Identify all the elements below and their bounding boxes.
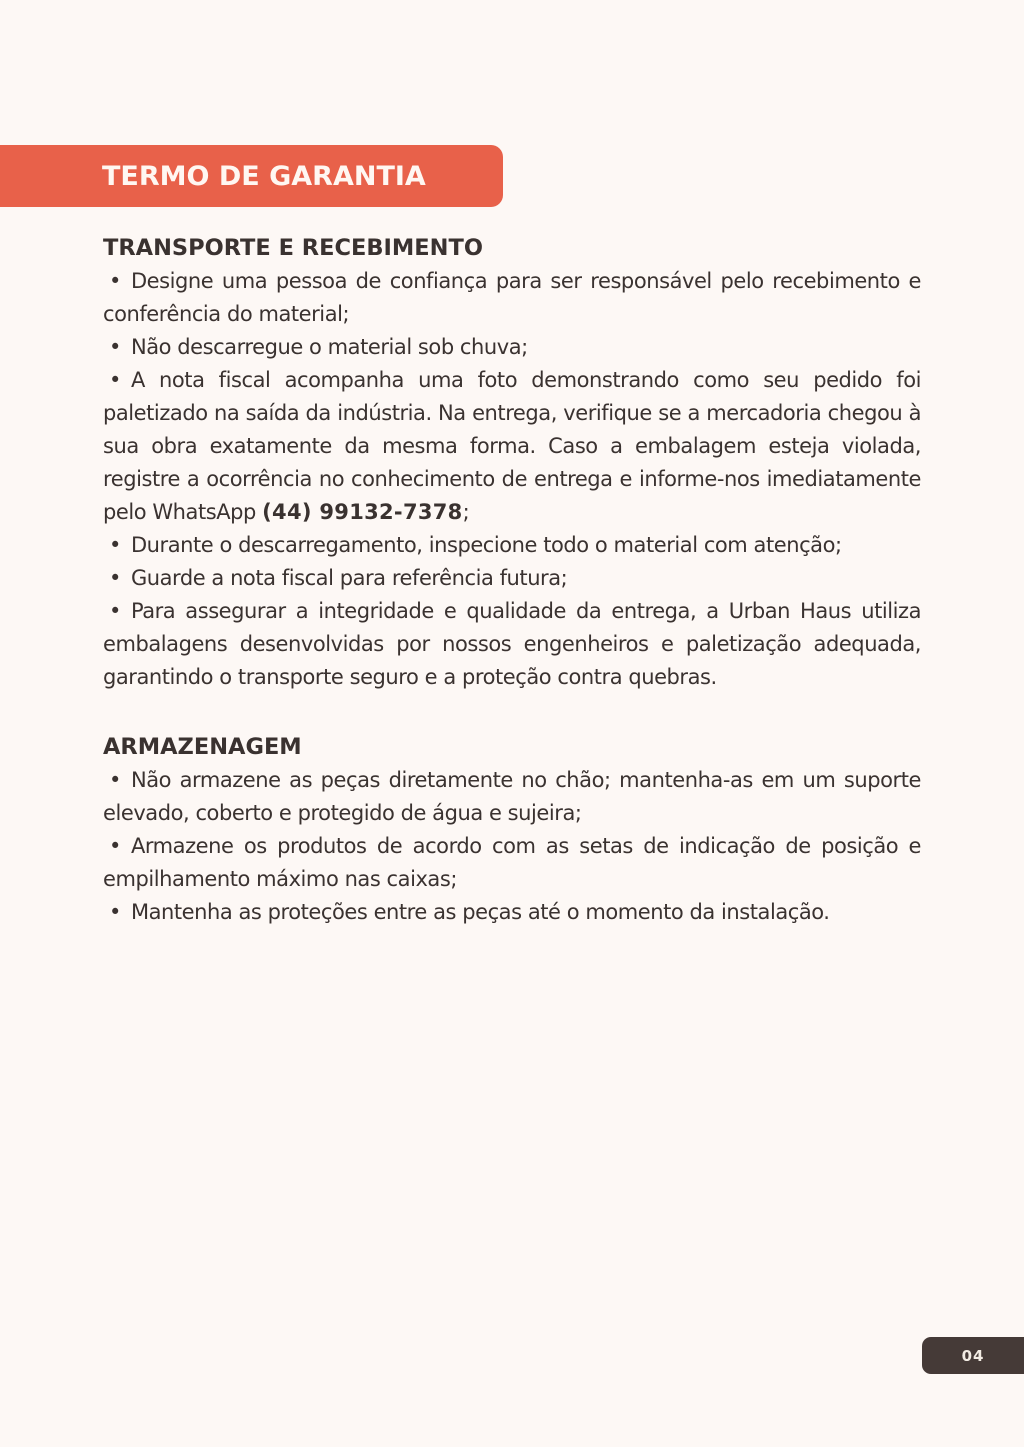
list-item <box>103 764 921 830</box>
list-item <box>103 265 921 331</box>
section-title-banner <box>0 145 503 207</box>
document-body <box>103 232 921 929</box>
list-item-text: Guarde a nota fiscal para referência futura; <box>130 566 568 590</box>
whatsapp-phone-number[interactable]: (44) 99132-7378 <box>262 500 463 524</box>
section-spacer <box>103 694 921 731</box>
bullet-icon: • <box>109 368 121 392</box>
section-heading-transport: TRANSPORTE E RECEBIMENTO <box>103 235 483 261</box>
page-number: 04 <box>961 1346 985 1365</box>
bullet-icon: • <box>109 834 121 858</box>
list-item <box>103 830 921 896</box>
list-item-text: Não armazene as peças diretamente no chão; mantenha-as em um suporte elevado, coberto e protegido de água e sujeira; <box>103 768 921 825</box>
page-number-badge <box>922 1337 1024 1374</box>
page-title: TERMO DE GARANTIA <box>102 160 426 192</box>
bullet-icon: • <box>109 533 121 557</box>
list-item <box>103 529 921 562</box>
list-item-suffix: ; <box>462 500 470 524</box>
bullet-icon: • <box>109 335 121 359</box>
list-item <box>103 364 921 529</box>
list-item-text: Para assegurar a integridade e qualidade da entrega, a Urban Haus utiliza embalagens desenvolvidas por nossos engenheiros e paletização adequada, garantindo o transporte seguro e a proteção contra quebras. <box>103 599 921 689</box>
list-item-text: Não descarregue o material sob chuva; <box>130 335 528 359</box>
section-heading-storage: ARMAZENAGEM <box>103 734 302 760</box>
list-item <box>103 896 921 929</box>
list-item-text: A nota fiscal acompanha uma foto demonstrando como seu pedido foi paletizado na saída da indústria. Na entrega, verifique se a mercadoria chegou à sua obra exatamente da mesma forma. Caso a embalagem esteja violada, registre a ocorrência no conhecimento de entrega e informe-nos imediatamente pelo WhatsApp <box>103 368 921 524</box>
list-item <box>103 595 921 694</box>
bullet-icon: • <box>109 768 121 792</box>
list-item-text: Mantenha as proteções entre as peças até o momento da instalação. <box>130 900 830 924</box>
list-item-text: Designe uma pessoa de confiança para ser responsável pelo recebimento e conferência do material; <box>103 269 921 326</box>
list-item-text: Durante o descarregamento, inspecione todo o material com atenção; <box>130 533 842 557</box>
list-item-text: Armazene os produtos de acordo com as setas de indicação de posição e empilhamento máximo nas caixas; <box>103 834 921 891</box>
bullet-icon: • <box>109 566 121 590</box>
list-item <box>103 562 921 595</box>
bullet-icon: • <box>109 599 121 623</box>
bullet-icon: • <box>109 900 121 924</box>
list-item <box>103 331 921 364</box>
bullet-icon: • <box>109 269 121 293</box>
